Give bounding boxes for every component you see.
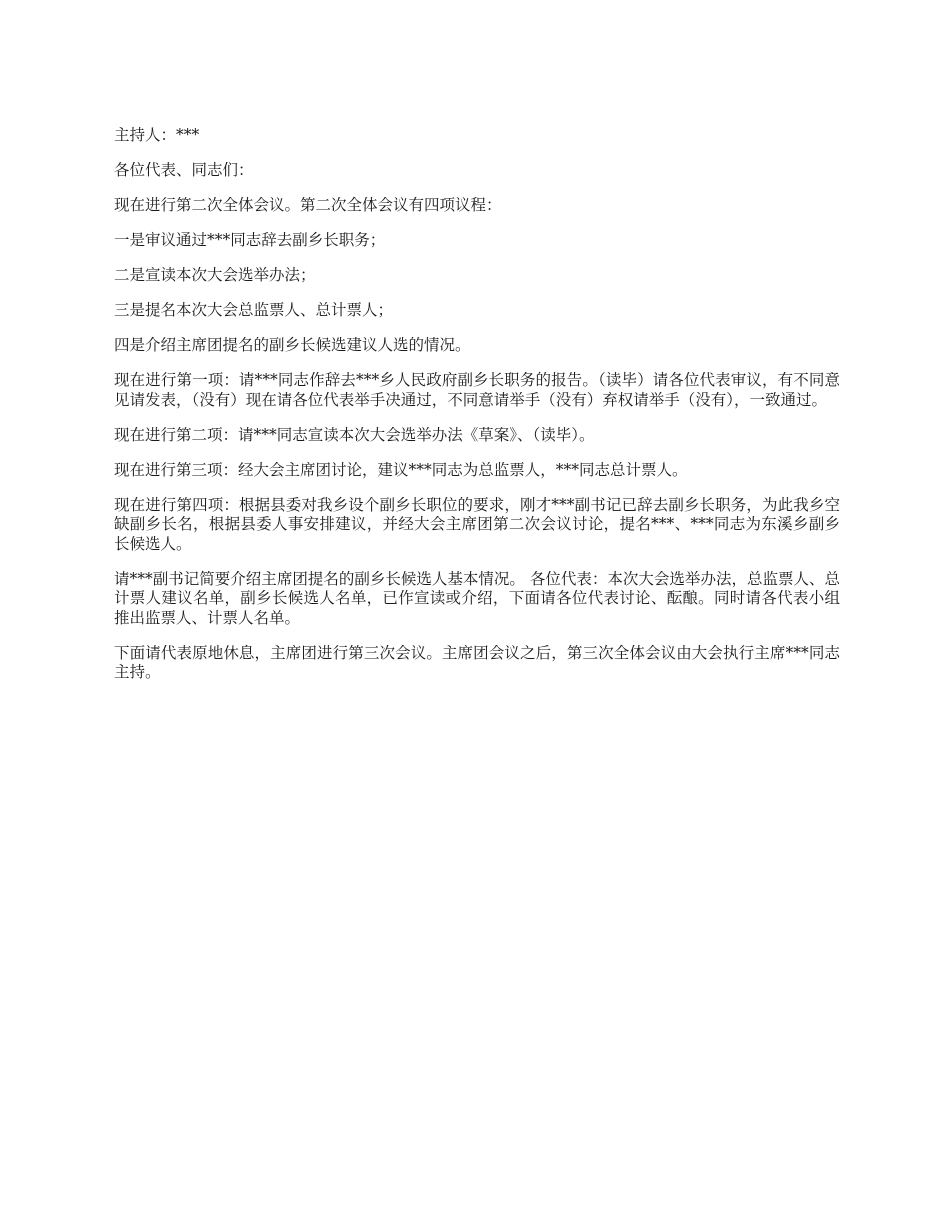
closing-paragraph: 下面请代表原地休息，主席团进行第三次会议。主席团会议之后，第三次全体会议由大会执行主席***同志主持。 bbox=[114, 643, 840, 681]
host-line: 主持人：*** bbox=[114, 126, 200, 144]
item-4-proceedings: 现在进行第四项：根据县委对我乡设个副乡长职位的要求，刚才***副书记已辞去副乡长职务，为此我乡空缺副乡长名，根据县委人事安排建议，并经大会主席团第二次会议讨论，提名***、***同志为东溪乡副乡长候选人。 bbox=[114, 495, 840, 553]
item-3-proceedings: 现在进行第三项：经大会主席团讨论，建议***同志为总监票人，***同志总计票人。 bbox=[114, 460, 688, 479]
document-body bbox=[114, 126, 840, 698]
salutation: 各位代表、同志们： bbox=[114, 161, 254, 179]
item-1-proceedings: 现在进行第一项：请***同志作辞去***乡人民政府副乡长职务的报告。（读毕）请各位代表审议，有不同意见请发表，（没有）现在请各位代表举手决通过，不同意请举手（没有）弃权请举手（没有），一致通过。 bbox=[114, 371, 840, 409]
item-2-proceedings: 现在进行第二项：请***同志宣读本次大会选举办法《草案》、（读毕）。 bbox=[114, 425, 595, 444]
agenda-intro: 现在进行第二次全体会议。第二次全体会议有四项议程： bbox=[114, 196, 502, 214]
agenda-item-3: 三是提名本次大会总监票人、总计票人； bbox=[114, 301, 394, 319]
agenda-item-1: 一是审议通过***同志辞去副乡长职务； bbox=[114, 231, 386, 249]
agenda-item-4: 四是介绍主席团提名的副乡长候选建议人选的情况。 bbox=[114, 336, 471, 354]
candidate-introduction: 请***副书记简要介绍主席团提名的副乡长候选人基本情况。 各位代表：本次大会选举办法，总监票人、总计票人建议名单，副乡长候选人名单，已作宣读或介绍，下面请各位代表讨论、酝酿。同时请各代表小组推出监票人、计票人名单。 bbox=[114, 569, 840, 627]
agenda-item-2: 二是宣读本次大会选举办法； bbox=[114, 266, 316, 284]
